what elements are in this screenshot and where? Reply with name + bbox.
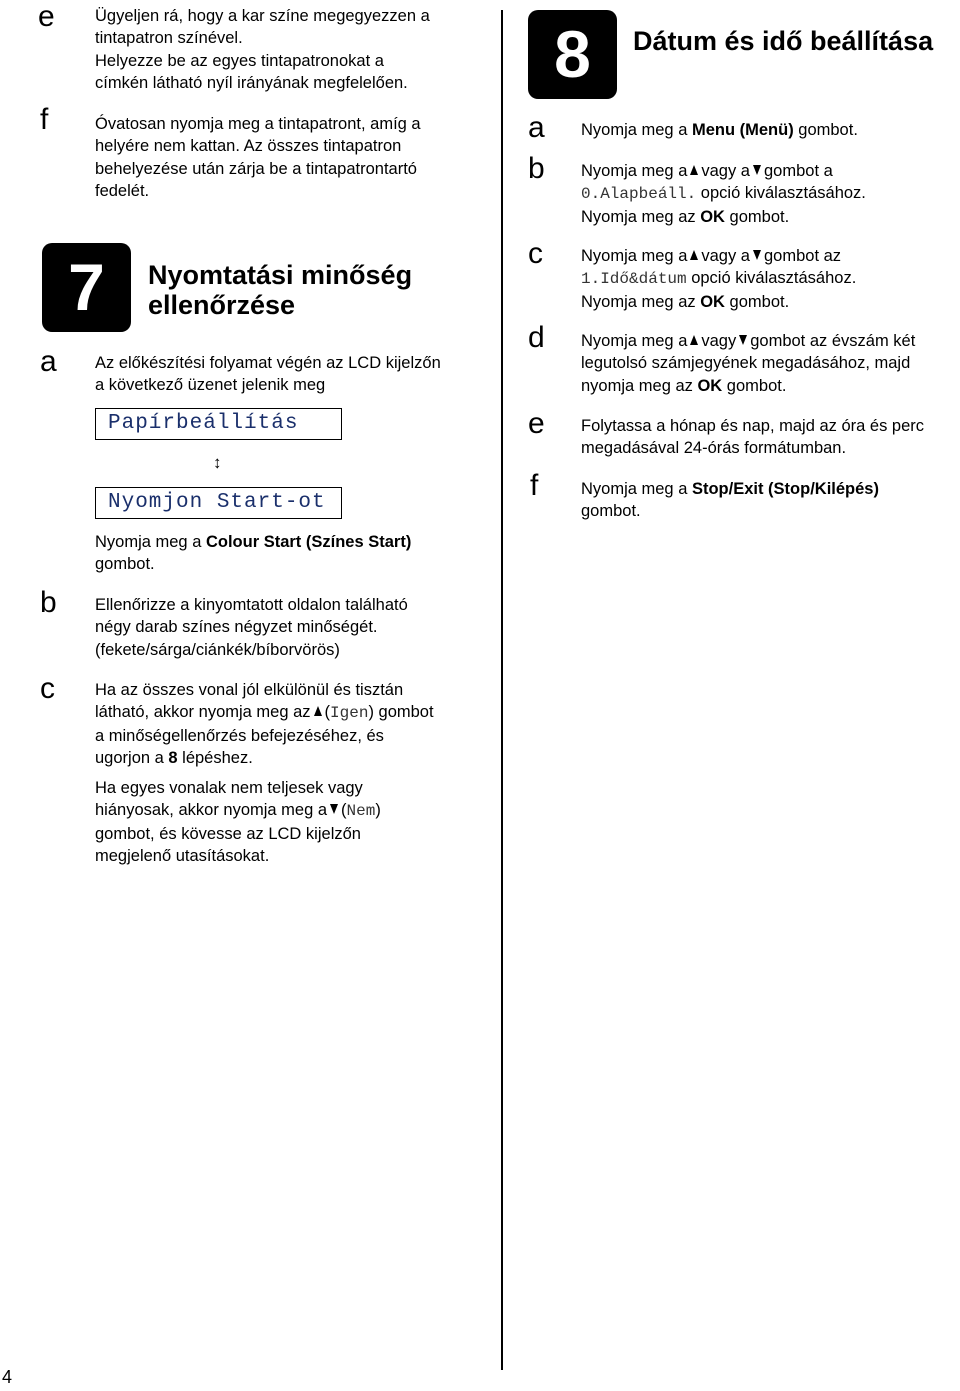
text-line: (fekete/sárga/ciánkék/bíborvörös) [95, 640, 340, 659]
text-fragment: látható, akkor nyomja meg az [95, 703, 311, 722]
step-f-text [581, 478, 959, 523]
step-letter-a: a [40, 345, 57, 378]
text-line: gombot. [581, 502, 641, 521]
text-line [581, 267, 959, 290]
text-fragment: vagy a [701, 247, 750, 265]
step-letter-f: f [40, 103, 49, 136]
step-c-text [95, 679, 495, 867]
step-c-text [581, 245, 959, 313]
step-letter-f: f [530, 469, 539, 502]
text-fragment: gombot a [764, 162, 833, 180]
ok-key-label: OK [700, 207, 725, 226]
text-line: behelyezése után zárja be a tintapatrontartó [95, 159, 417, 178]
text-fragment: gombot az [764, 247, 842, 265]
text-fragment: ) [375, 801, 381, 820]
text-fragment: Nyomja meg a [581, 121, 692, 139]
colour-start-key-label: Colour Start (Színes Start) [205, 533, 412, 551]
text-line [581, 206, 959, 228]
step-e-text [581, 415, 959, 460]
text-fragment: ) gombot [368, 703, 434, 722]
text-fragment: gombot. [793, 121, 858, 139]
lcd-display-paper-setup: Papírbeállítás [95, 408, 342, 440]
lcd-menu-option: 0.Alapbeáll. [581, 185, 697, 204]
text-line: a minőségellenőrzés befejezéséhez, és [95, 726, 384, 745]
text-fragment: Nyomja meg az [581, 207, 701, 226]
text-line: tintapatron színével. [95, 29, 243, 48]
text-fragment: vagy [701, 332, 737, 350]
text-line: Ellenőrizze a kinyomtatott oldalon található [95, 596, 408, 614]
text-line: Ha az összes vonal jól elkülönül és tisztán [95, 681, 404, 699]
text-fragment: ugorjon a [95, 748, 169, 767]
step-letter-a: a [528, 111, 545, 144]
section-title: Dátum és idő beállítása [633, 26, 934, 56]
down-triangle-icon [330, 804, 338, 814]
ok-key-label: OK [700, 292, 725, 311]
text-line: fedelét. [95, 181, 150, 200]
text-line [95, 747, 495, 769]
step-b-text [581, 160, 959, 228]
text-line: Ügyeljen rá, hogy a kar színe megegyezzen a [95, 7, 430, 25]
step-reference: 8 [168, 748, 178, 767]
text-line: megjelenő utasításokat. [95, 847, 270, 866]
text-line: megadásával 24-órás formátumban. [581, 439, 847, 458]
text-fragment: Nyomja meg az [581, 292, 701, 311]
step-b-text [95, 594, 495, 661]
step-letter-c: c [528, 237, 543, 270]
text-line [95, 531, 495, 553]
text-fragment: lépéshez. [177, 748, 253, 767]
lcd-display-press-start: Nyomjon Start-ot [95, 487, 342, 519]
section-title-line: Nyomtatási minőség [148, 260, 413, 290]
text-fragment: gombot az évszám két [750, 332, 916, 350]
section-title-line: ellenőrzése [148, 290, 296, 320]
ok-key-label: OK [697, 376, 723, 395]
text-line: gombot, és kövesse az LCD kijelzőn [95, 824, 361, 843]
text-line: Helyezze be az egyes tintapatronokat a [95, 51, 384, 70]
text-fragment: nyomja meg az [581, 376, 698, 395]
text-fragment: hiányosak, akkor nyomja meg a [95, 801, 328, 820]
up-triangle-icon [690, 165, 698, 175]
up-triangle-icon [314, 706, 322, 716]
text-fragment: vagy a [701, 162, 750, 180]
menu-key-label: Menu (Menü) [691, 121, 794, 139]
text-line: Az előkészítési folyamat végén az LCD kijelzőn [95, 354, 441, 372]
text-fragment: Nyomja meg a [581, 162, 688, 180]
down-triangle-icon [753, 250, 761, 260]
text-line: Folytassa a hónap és nap, majd az óra és perc [581, 417, 925, 435]
text-fragment: gombot. [722, 376, 787, 395]
step-a-text [581, 119, 959, 141]
step-a-instruction [95, 531, 495, 576]
text-line: Óvatosan nyomja meg a tintapatront, amíg a [95, 115, 421, 133]
text-line [581, 330, 959, 352]
lcd-menu-option: 1.Idő&dátum [581, 270, 687, 289]
text-line: legutolsó számjegyének megadásához, majd [581, 354, 911, 373]
text-line: Ha egyes vonalak nem teljesek vagy [95, 779, 363, 798]
step-a-text [95, 352, 495, 397]
text-fragment: gombot. [724, 292, 790, 311]
column-divider [501, 10, 503, 1370]
down-triangle-icon [739, 335, 747, 345]
text-line: gombot. [95, 555, 155, 574]
text-line [581, 245, 959, 267]
stop-exit-key-label: Stop/Exit (Stop/Kilépés) [691, 480, 879, 498]
text-line: címkén látható nyíl irányának megfelelően. [95, 73, 408, 92]
text-line [581, 375, 959, 397]
text-fragment: ( [324, 703, 331, 722]
up-triangle-icon [690, 250, 698, 260]
text-line [581, 478, 959, 500]
step-letter-d: d [528, 321, 545, 354]
step-d-text [581, 330, 959, 397]
text-line [581, 182, 959, 205]
text-fragment: Nyomja meg a [581, 247, 688, 265]
page-number: 4 [2, 1367, 13, 1387]
up-down-arrow-icon: ↕ [213, 453, 222, 472]
lcd-option-yes: Igen [330, 704, 369, 723]
text-fragment: Nyomja meg a [581, 480, 692, 498]
text-fragment: Nyomja meg a [581, 332, 688, 350]
text-line [581, 119, 959, 141]
text-fragment: Nyomja meg a [95, 533, 206, 551]
step-e-text [95, 5, 495, 94]
text-fragment: opció kiválasztásához. [686, 269, 857, 288]
text-line [95, 799, 495, 822]
step-f-text [95, 113, 495, 202]
step-letter-b: b [528, 152, 545, 185]
step-letter-c: c [40, 672, 55, 705]
lcd-option-no: Nem [346, 802, 376, 821]
section-title [148, 260, 488, 320]
text-line [581, 160, 959, 182]
step-number-badge: 8 [528, 10, 617, 99]
text-fragment: ( [341, 801, 347, 820]
text-line: négy darab színes négyzet minőségét. [95, 618, 378, 637]
step-number-badge: 7 [42, 243, 131, 332]
step-letter-e: e [38, 0, 55, 33]
step-letter-e: e [528, 407, 545, 440]
step-letter-b: b [40, 586, 57, 619]
text-fragment: gombot. [724, 207, 790, 226]
down-triangle-icon [753, 165, 761, 175]
text-fragment: opció kiválasztásához. [696, 184, 866, 203]
text-line [95, 701, 495, 724]
up-triangle-icon [690, 335, 698, 345]
text-line: a következő üzenet jelenik meg [95, 376, 326, 395]
text-line [581, 291, 959, 313]
text-line: helyére nem kattan. Az összes tintapatron [95, 137, 402, 156]
